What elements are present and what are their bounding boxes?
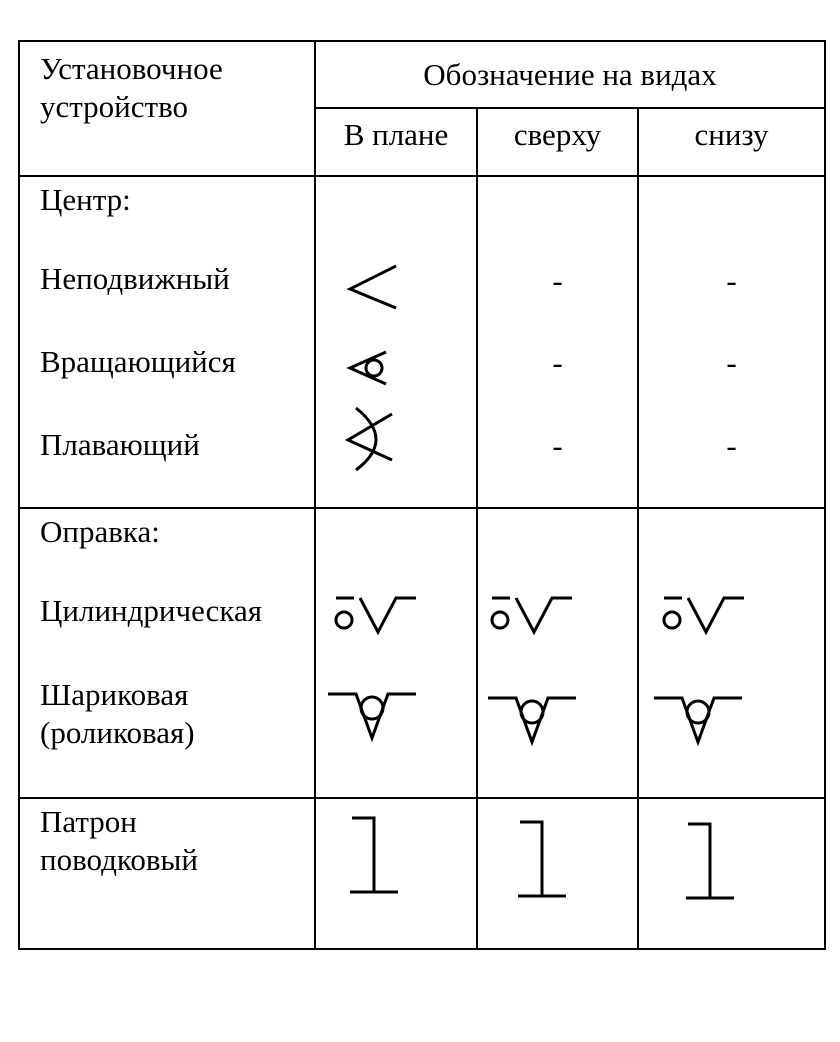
table-border-bottom bbox=[18, 948, 826, 950]
driving-chuck-icon-top bbox=[516, 816, 570, 900]
cylindrical-mandrel-icon-bottom bbox=[658, 590, 748, 640]
section-title-center: Центр: bbox=[40, 182, 131, 217]
header-view-bottom: снизу bbox=[694, 117, 769, 152]
section-title-chuck-line-1: Патрон bbox=[40, 804, 137, 839]
top-view-fixed: - bbox=[552, 263, 563, 298]
floating-center-icon bbox=[340, 404, 400, 474]
fixed-center-icon bbox=[340, 262, 400, 312]
header-designation: Обозначение на видах bbox=[423, 57, 717, 92]
driving-chuck-icon-plan bbox=[348, 812, 402, 896]
divider-col-bottom bbox=[637, 108, 639, 950]
header-view-top: сверху bbox=[513, 117, 602, 152]
divider-col-top bbox=[476, 108, 478, 950]
divider-header bbox=[18, 175, 826, 177]
row-label-fixed: Неподвижный bbox=[40, 261, 230, 296]
divider-section-mandrel bbox=[18, 507, 826, 509]
cylindrical-mandrel-icon-top bbox=[486, 590, 576, 640]
divider-header-sub bbox=[314, 107, 826, 109]
header-device-line-1: Установочное bbox=[40, 51, 223, 86]
row-label-ball-line-1: Шариковая bbox=[40, 677, 189, 712]
ball-mandrel-icon-top bbox=[486, 690, 578, 746]
section-title-mandrel: Оправка: bbox=[40, 514, 160, 549]
table-border-top bbox=[18, 40, 826, 42]
header-device-line-2: устройство bbox=[40, 89, 189, 124]
bottom-view-fixed: - bbox=[726, 263, 737, 298]
ball-mandrel-icon-plan bbox=[326, 686, 418, 742]
header-view-plan: В плане bbox=[343, 117, 449, 152]
bottom-view-rotating: - bbox=[726, 345, 737, 380]
top-view-rotating: - bbox=[552, 345, 563, 380]
row-label-floating: Плавающий bbox=[40, 427, 200, 462]
cylindrical-mandrel-icon-plan bbox=[330, 590, 420, 640]
row-label-cylindrical: Цилиндрическая bbox=[40, 593, 262, 628]
row-label-ball-line-2: (роликовая) bbox=[40, 715, 195, 750]
rotating-center-icon bbox=[340, 348, 400, 398]
top-view-floating: - bbox=[552, 428, 563, 463]
row-label-rotating: Вращающийся bbox=[40, 344, 236, 379]
bottom-view-floating: - bbox=[726, 428, 737, 463]
ball-mandrel-icon-bottom bbox=[652, 690, 744, 746]
divider-section-chuck bbox=[18, 797, 826, 799]
driving-chuck-icon-bottom bbox=[684, 818, 738, 902]
section-title-chuck-line-2: поводковый bbox=[40, 842, 198, 877]
